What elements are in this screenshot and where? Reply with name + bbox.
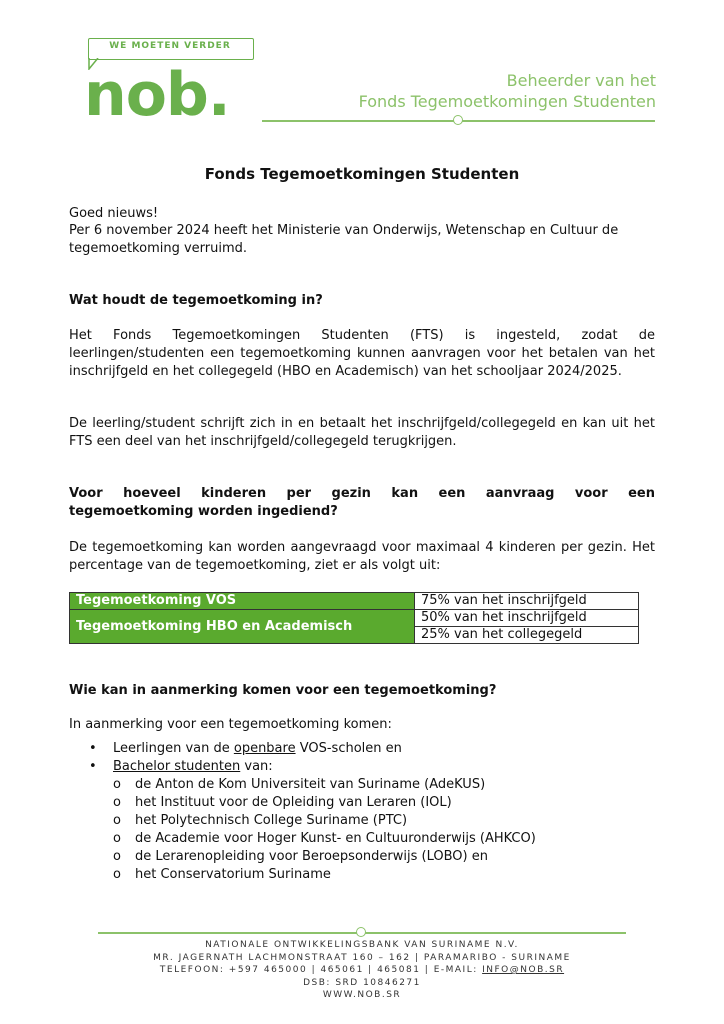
sub-list-item-text: het Conservatorium Suriname: [135, 867, 331, 882]
beheerder-line2: Fonds Tegemoetkomingen Studenten: [358, 92, 656, 111]
footer-email-link[interactable]: INFO@NOB.SR: [482, 965, 565, 975]
footer: [0, 939, 724, 1002]
footer-company: NATIONALE ONTWIKKELINGSBANK VAN SURINAME N.V.: [205, 940, 519, 950]
section1-heading: Wat houdt de tegemoetkoming in?: [69, 293, 323, 308]
table-value-hbo-collegegeld: 25% van het collegegeld: [415, 627, 639, 644]
footer-phone: TELEFOON: +597 465000 | 465061 | 465081 | E-MAIL:: [159, 965, 483, 975]
table-row: [70, 593, 639, 610]
circle-bullet-icon: o: [113, 813, 121, 828]
table-label-hbo: Tegemoetkoming HBO en Academisch: [70, 610, 415, 644]
circle-bullet-icon: o: [113, 831, 121, 846]
section3-heading: Wie kan in aanmerking komen voor een tegemoetkoming?: [69, 683, 497, 698]
bullet-icon: •: [89, 741, 97, 756]
footer-website[interactable]: WWW.NOB.SR: [322, 990, 402, 1000]
eligibility-list: [69, 740, 536, 884]
section1-paragraph1: Het Fonds Tegemoetkomingen Studenten (FTS) is ingesteld, zodat de leerlingen/studenten een tegemoetkoming kunnen aanvragen voor het betalen van het inschrijfgeld en het collegegeld (HBO en Academisch) van het schooljaar 2024/2025.: [69, 328, 655, 379]
nob-logo: nob.: [84, 60, 230, 130]
sub-list-item: [69, 776, 536, 794]
sub-list-item-text: het Polytechnisch College Suriname (PTC): [135, 813, 408, 828]
list-item: [69, 740, 536, 758]
section2-heading-line2: tegemoetkoming worden ingediend?: [69, 504, 338, 519]
table-label-vos: Tegemoetkoming VOS: [70, 593, 415, 610]
intro-greeting: Goed nieuws!: [69, 206, 159, 221]
sub-list-item: [69, 866, 536, 884]
sub-list-item-text: de Lerarenopleiding voor Beroepsonderwijs (LOBO) en: [135, 849, 488, 864]
sub-list-item-text: de Academie voor Hoger Kunst- en Cultuuronderwijs (AHKCO): [135, 831, 536, 846]
bullet-icon: •: [89, 759, 97, 774]
divider-circle-icon: [453, 115, 463, 125]
table-value-vos: 75% van het inschrijfgeld: [415, 593, 639, 610]
table-row: [70, 610, 639, 627]
list-item-text: VOS-scholen en: [295, 741, 402, 756]
circle-bullet-icon: o: [113, 777, 121, 792]
list-item-underline: openbare: [233, 741, 296, 756]
section2-paragraph: De tegemoetkoming kan worden aangevraagd voor maximaal 4 kinderen per gezin. Het percentage van de tegemoetkoming, ziet er als volgt uit:: [69, 540, 655, 573]
list-item-text: Leerlingen van de: [113, 741, 234, 756]
sub-list-item: [69, 830, 536, 848]
sub-list-item: [69, 794, 536, 812]
intro-text: Per 6 november 2024 heeft het Ministerie van Onderwijs, Wetenschap en Cultuur de tegemoetkoming verruimd.: [69, 223, 619, 256]
beheerder-block: [359, 70, 656, 112]
list-item-text: van:: [240, 759, 273, 774]
sub-list-item: [69, 812, 536, 830]
sub-list-item-text: het Instituut voor de Opleiding van Leraren (IOL): [135, 795, 452, 810]
beheerder-line1: Beheerder van het: [506, 71, 656, 90]
circle-bullet-icon: o: [113, 867, 121, 882]
section2-heading-line1: Voor hoeveel kinderen per gezin kan een aanvraag voor een: [69, 486, 655, 501]
sub-list-item-text: de Anton de Kom Universiteit van Suriname (AdeKUS): [135, 777, 486, 792]
circle-bullet-icon: o: [113, 795, 121, 810]
tegemoetkoming-table: [69, 592, 639, 644]
list-item-underline: Bachelor studenten: [113, 759, 241, 774]
footer-contact: [0, 964, 724, 977]
page-title: Fonds Tegemoetkomingen Studenten: [204, 165, 520, 183]
footer-dsb: DSB: SRD 10846271: [303, 977, 421, 988]
footer-address: MR. JAGERNATH LACHMONSTRAAT 160 – 162 | PARAMARIBO - SURINAME: [153, 952, 571, 963]
list-item: [69, 758, 536, 776]
section3-intro: In aanmerking voor een tegemoetkoming komen:: [69, 717, 392, 732]
section1-paragraph2: De leerling/student schrijft zich in en betaalt het inschrijfgeld/collegegeld en kan uit het FTS een deel van het inschrijfgeld/collegegeld terugkrijgen.: [69, 416, 655, 449]
circle-bullet-icon: o: [113, 849, 121, 864]
tagline: WE MOETEN VERDER: [109, 41, 231, 51]
sub-list-item: [69, 848, 536, 866]
table-value-hbo-inschrijfgeld: 50% van het inschrijfgeld: [415, 610, 639, 627]
footer-circle-icon: [356, 927, 366, 937]
